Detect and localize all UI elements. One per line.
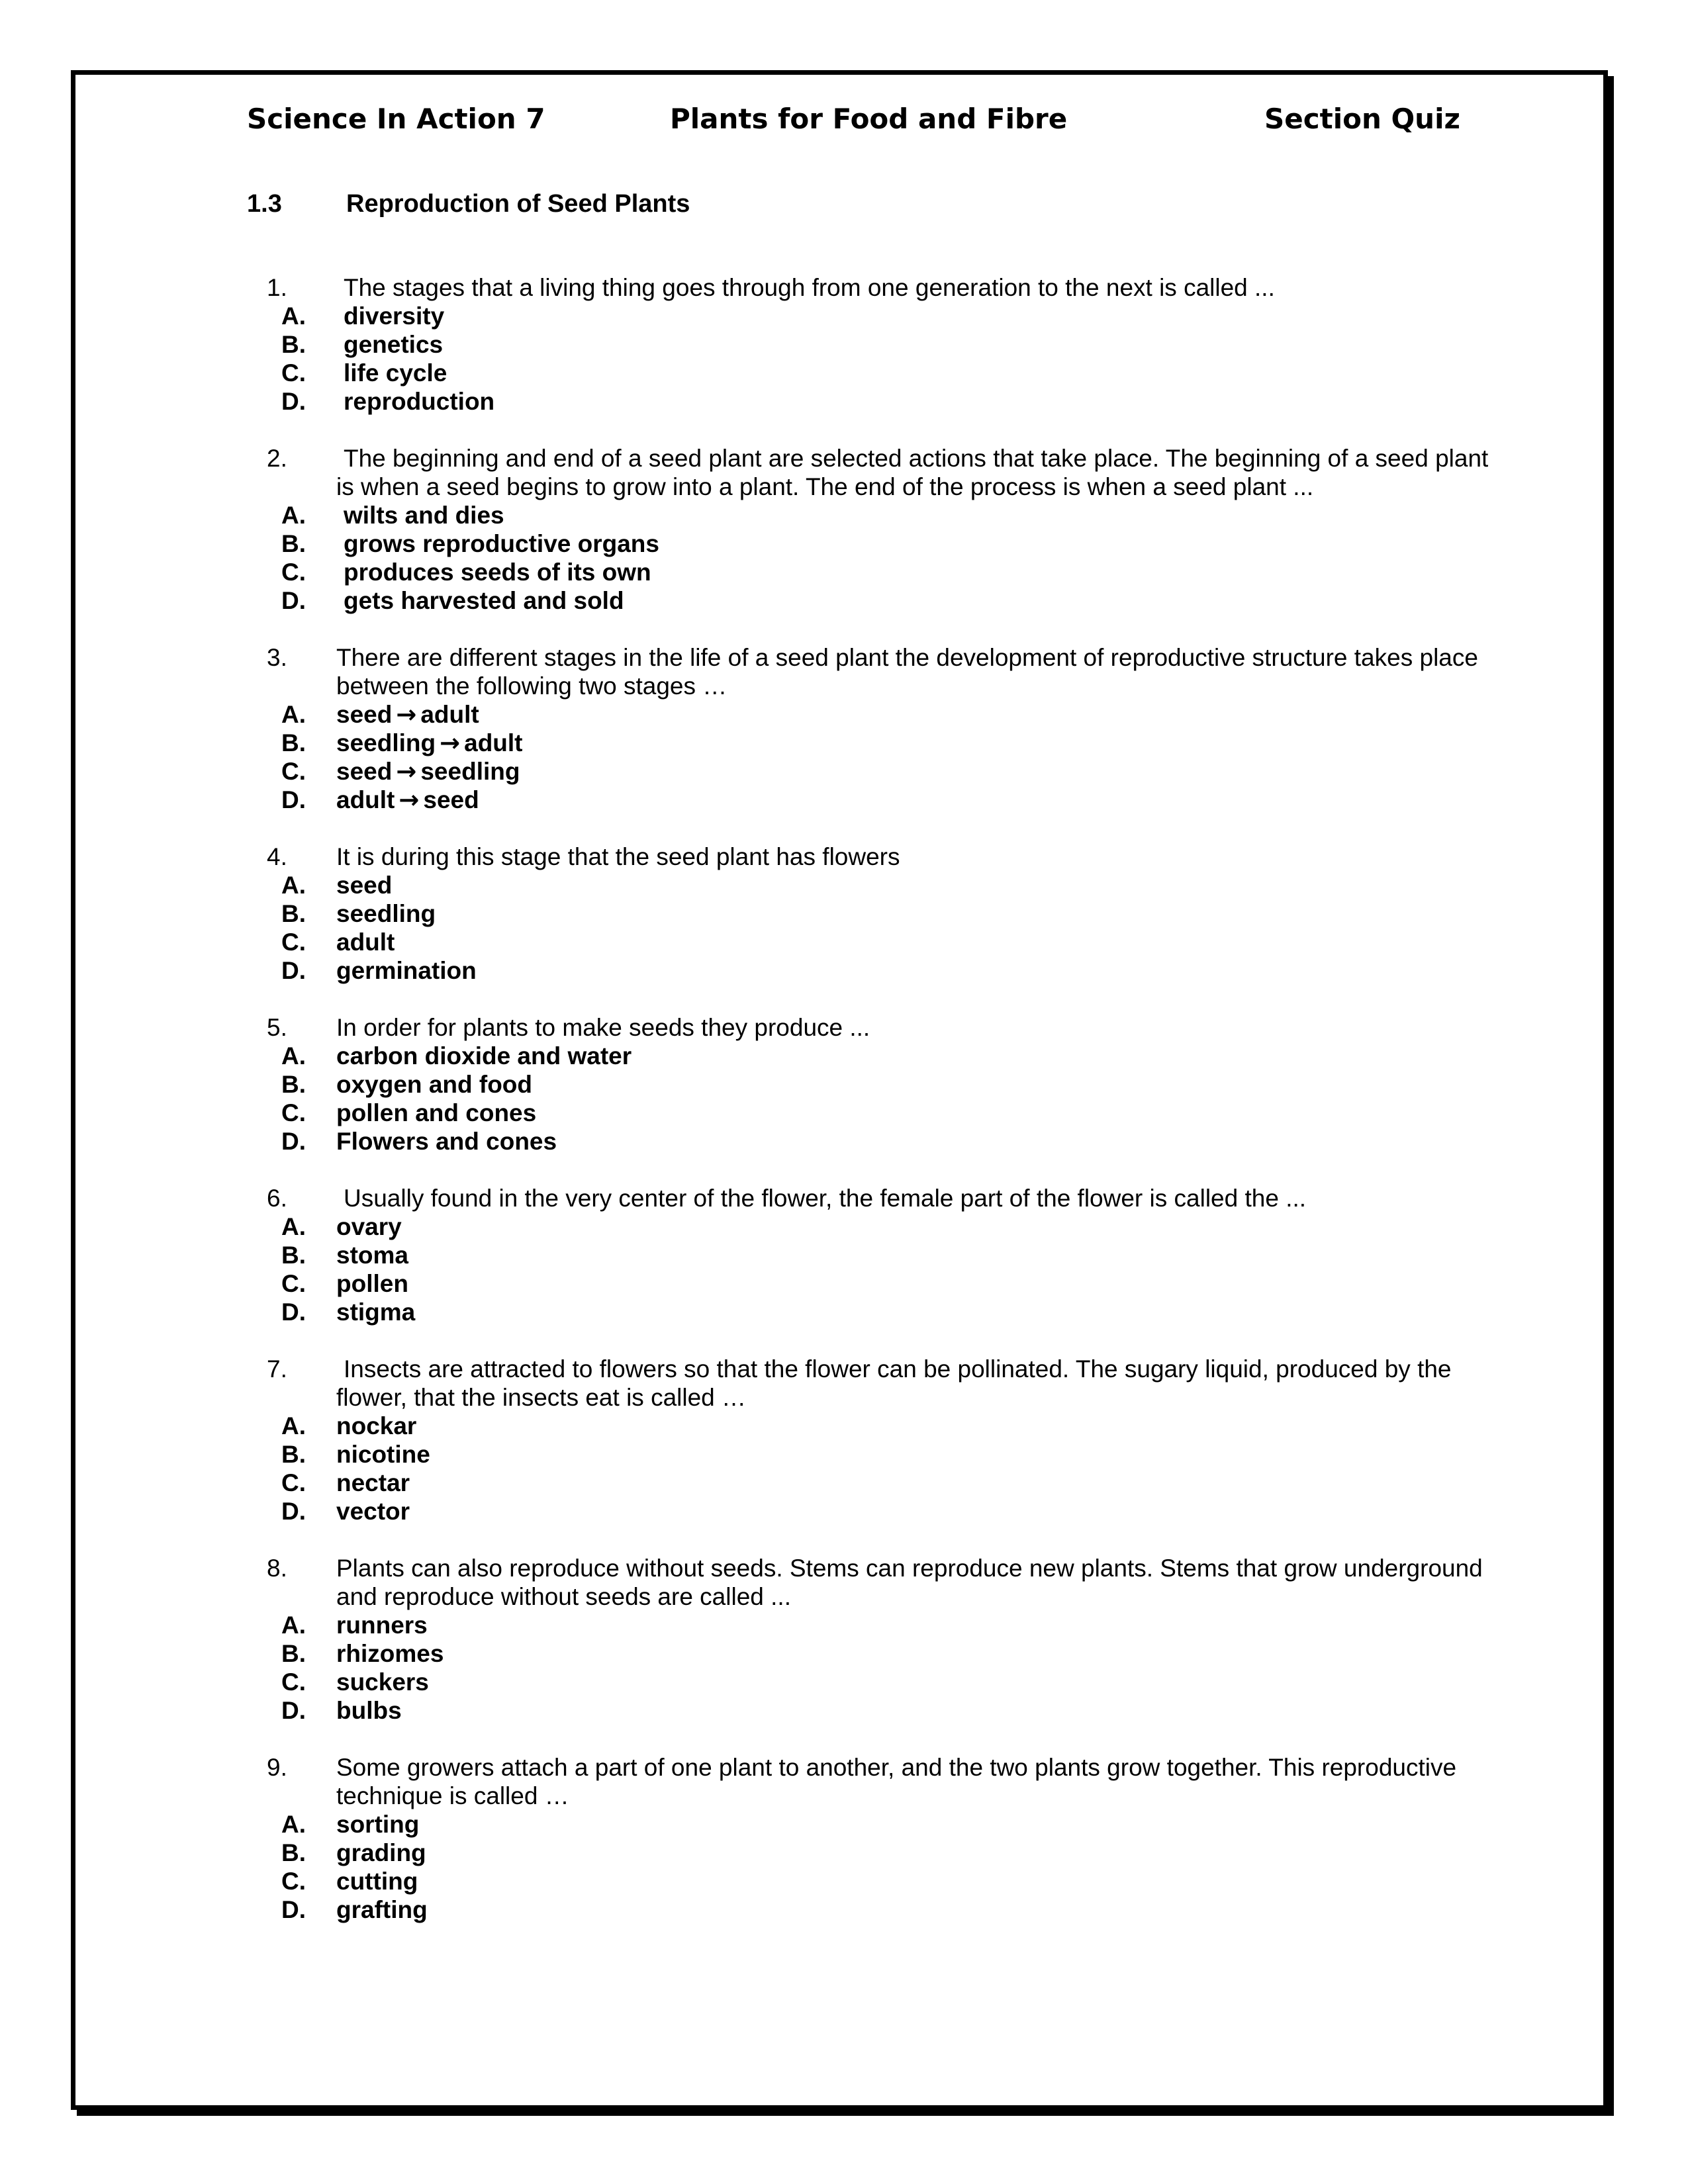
option-letter: B.	[281, 1071, 306, 1098]
option-letter: A.	[281, 872, 306, 899]
option-text: ovary	[336, 1213, 402, 1240]
arrow-right-icon: →	[396, 757, 417, 786]
answer-option	[0, 1127, 1688, 1156]
option-letter: A.	[281, 1612, 306, 1639]
answer-option	[0, 387, 1688, 416]
page-header	[0, 99, 1688, 139]
answer-option	[0, 1212, 1688, 1241]
option-letter: B.	[281, 1242, 306, 1269]
stage-to: adult	[464, 729, 523, 756]
option-text: pollen and cones	[336, 1099, 537, 1126]
option-text	[336, 786, 479, 814]
question-stem	[0, 444, 1688, 501]
stage-from: adult	[336, 786, 395, 813]
answer-option	[0, 871, 1688, 899]
stage-from: seed	[336, 758, 393, 785]
answer-option	[0, 899, 1688, 928]
question-text: There are different stages in the life of a seed plant the development of reproductive structure takes place between the following two stages …	[336, 644, 1478, 700]
question-text: It is during this stage that the seed plant has flowers	[336, 843, 900, 870]
question-stem	[0, 1355, 1688, 1412]
answer-option	[0, 1269, 1688, 1298]
option-letter: A.	[281, 302, 306, 330]
option-letter: A.	[281, 1412, 306, 1439]
question-6	[0, 1184, 1688, 1326]
question-text: In order for plants to make seeds they produce ...	[336, 1014, 870, 1041]
question-stem	[0, 1753, 1688, 1810]
option-text: stigma	[336, 1298, 416, 1326]
option-letter: A.	[281, 1042, 306, 1069]
stage-to: seed	[423, 786, 479, 813]
answer-option	[0, 1810, 1688, 1839]
answer-option	[0, 359, 1688, 387]
option-letter: B.	[281, 900, 306, 927]
question-3	[0, 643, 1688, 814]
option-letter: C.	[281, 1469, 306, 1496]
stage-to: seedling	[420, 758, 520, 785]
answer-option	[0, 1639, 1688, 1668]
option-text: grading	[336, 1839, 426, 1866]
option-text: carbon dioxide and water	[336, 1042, 632, 1069]
question-stem	[0, 1554, 1688, 1611]
stage-to: adult	[420, 701, 479, 728]
question-4	[0, 842, 1688, 985]
question-number: 6.	[267, 1185, 287, 1212]
answer-option	[0, 729, 1688, 757]
option-letter: B.	[281, 729, 306, 756]
option-letter: C.	[281, 359, 306, 387]
option-text: oxygen and food	[336, 1071, 532, 1098]
arrow-right-icon: →	[399, 786, 420, 814]
answer-option	[0, 700, 1688, 729]
question-stem	[0, 842, 1688, 871]
question-stem	[0, 1184, 1688, 1212]
answer-option	[0, 1611, 1688, 1639]
question-7	[0, 1355, 1688, 1525]
answer-option	[0, 1668, 1688, 1696]
unit-title: Plants for Food and Fibre	[670, 103, 1068, 135]
option-text: pollen	[336, 1270, 408, 1297]
option-letter: A.	[281, 502, 306, 529]
option-text: grows reproductive organs	[344, 530, 659, 557]
option-letter: A.	[281, 1213, 306, 1240]
option-text	[336, 757, 520, 786]
question-text: The stages that a living thing goes through from one generation to the next is called ...	[344, 274, 1275, 301]
option-text: life cycle	[344, 359, 447, 387]
quiz-label: Section Quiz	[1264, 103, 1460, 135]
question-8	[0, 1554, 1688, 1725]
option-letter: C.	[281, 1270, 306, 1297]
option-letter: C.	[281, 559, 306, 586]
option-letter: C.	[281, 1868, 306, 1895]
answer-option	[0, 330, 1688, 359]
question-1	[0, 273, 1688, 416]
question-number: 4.	[267, 843, 287, 870]
option-text: suckers	[336, 1668, 429, 1696]
answer-option	[0, 1440, 1688, 1469]
answer-option	[0, 586, 1688, 615]
answer-option	[0, 956, 1688, 985]
answer-option	[0, 1298, 1688, 1326]
option-letter: B.	[281, 1441, 306, 1468]
answer-option	[0, 1042, 1688, 1070]
option-text: stoma	[336, 1242, 408, 1269]
question-stem	[0, 643, 1688, 700]
option-text: genetics	[344, 331, 444, 358]
option-letter: D.	[281, 1896, 306, 1923]
option-text: nectar	[336, 1469, 410, 1496]
option-letter: C.	[281, 1668, 306, 1696]
answer-option	[0, 757, 1688, 786]
option-letter: B.	[281, 1640, 306, 1667]
answer-option	[0, 928, 1688, 956]
question-number: 2.	[267, 445, 287, 472]
stage-from: seedling	[336, 729, 436, 756]
option-letter: D.	[281, 786, 306, 813]
answer-option	[0, 1099, 1688, 1127]
question-number: 9.	[267, 1754, 287, 1781]
option-letter: C.	[281, 1099, 306, 1126]
question-text: Plants can also reproduce without seeds. Stems can reproduce new plants. Stems that grow underground and reproduce without seeds are called ...	[336, 1555, 1483, 1610]
option-text: Flowers and cones	[336, 1128, 557, 1155]
option-text: nicotine	[336, 1441, 430, 1468]
section-number: 1.3	[247, 190, 282, 218]
question-stem	[0, 1013, 1688, 1042]
option-text: diversity	[344, 302, 445, 330]
question-number: 7.	[267, 1355, 287, 1383]
option-text: runners	[336, 1612, 428, 1639]
option-letter: A.	[281, 701, 306, 728]
answer-option	[0, 1497, 1688, 1525]
option-text: germination	[336, 957, 477, 984]
option-letter: C.	[281, 758, 306, 785]
question-text: Insects are attracted to flowers so that the flower can be pollinated. The sugary liquid, produced by the flower, that the insects eat is called …	[336, 1355, 1452, 1411]
option-text: gets harvested and sold	[344, 587, 624, 614]
question-number: 1.	[267, 274, 287, 301]
option-text: grafting	[336, 1896, 428, 1923]
answer-option	[0, 1469, 1688, 1497]
arrow-right-icon: →	[396, 700, 417, 729]
option-letter: D.	[281, 1697, 306, 1724]
question-stem	[0, 273, 1688, 302]
option-letter: D.	[281, 1128, 306, 1155]
answer-option	[0, 302, 1688, 330]
option-text: reproduction	[344, 388, 495, 415]
option-text	[336, 729, 523, 757]
question-text: Usually found in the very center of the flower, the female part of the flower is called the ...	[344, 1185, 1307, 1212]
question-9	[0, 1753, 1688, 1924]
answer-option	[0, 501, 1688, 529]
option-letter: B.	[281, 530, 306, 557]
question-text: The beginning and end of a seed plant are selected actions that take place. The beginning of a seed plant is when a seed begins to grow into a plant. The end of the process is when a seed plant ...	[336, 445, 1489, 500]
answer-option	[0, 1412, 1688, 1440]
answer-option	[0, 1839, 1688, 1867]
answer-option	[0, 1867, 1688, 1895]
option-text: nockar	[336, 1412, 417, 1439]
answer-option	[0, 529, 1688, 558]
option-text: rhizomes	[336, 1640, 444, 1667]
option-text: seedling	[336, 900, 436, 927]
option-text: cutting	[336, 1868, 418, 1895]
stage-from: seed	[336, 701, 393, 728]
option-letter: D.	[281, 1498, 306, 1525]
option-letter: B.	[281, 1839, 306, 1866]
option-text: bulbs	[336, 1697, 402, 1724]
answer-option	[0, 558, 1688, 586]
option-text: vector	[336, 1498, 410, 1525]
option-text: produces seeds of its own	[344, 559, 651, 586]
answer-option	[0, 1241, 1688, 1269]
option-letter: D.	[281, 587, 306, 614]
option-letter: D.	[281, 1298, 306, 1326]
option-text: seed	[336, 872, 393, 899]
option-text	[336, 700, 479, 729]
question-number: 8.	[267, 1555, 287, 1582]
question-text: Some growers attach a part of one plant to another, and the two plants grow together. This reproductive technique is called …	[336, 1754, 1457, 1809]
question-list	[0, 273, 1688, 1952]
option-letter: C.	[281, 929, 306, 956]
answer-option	[0, 1070, 1688, 1099]
arrow-right-icon: →	[440, 729, 461, 757]
option-text: adult	[336, 929, 395, 956]
option-letter: A.	[281, 1811, 306, 1838]
question-5	[0, 1013, 1688, 1156]
option-letter: D.	[281, 957, 306, 984]
option-text: sorting	[336, 1811, 420, 1838]
option-text: wilts and dies	[344, 502, 504, 529]
section-title: Reproduction of Seed Plants	[346, 190, 690, 218]
answer-option	[0, 1895, 1688, 1924]
course-title: Science In Action 7	[247, 103, 545, 135]
answer-option	[0, 786, 1688, 814]
question-number: 3.	[267, 644, 287, 671]
question-2	[0, 444, 1688, 615]
answer-option	[0, 1696, 1688, 1725]
question-number: 5.	[267, 1014, 287, 1041]
option-letter: D.	[281, 388, 306, 415]
option-letter: B.	[281, 331, 306, 358]
